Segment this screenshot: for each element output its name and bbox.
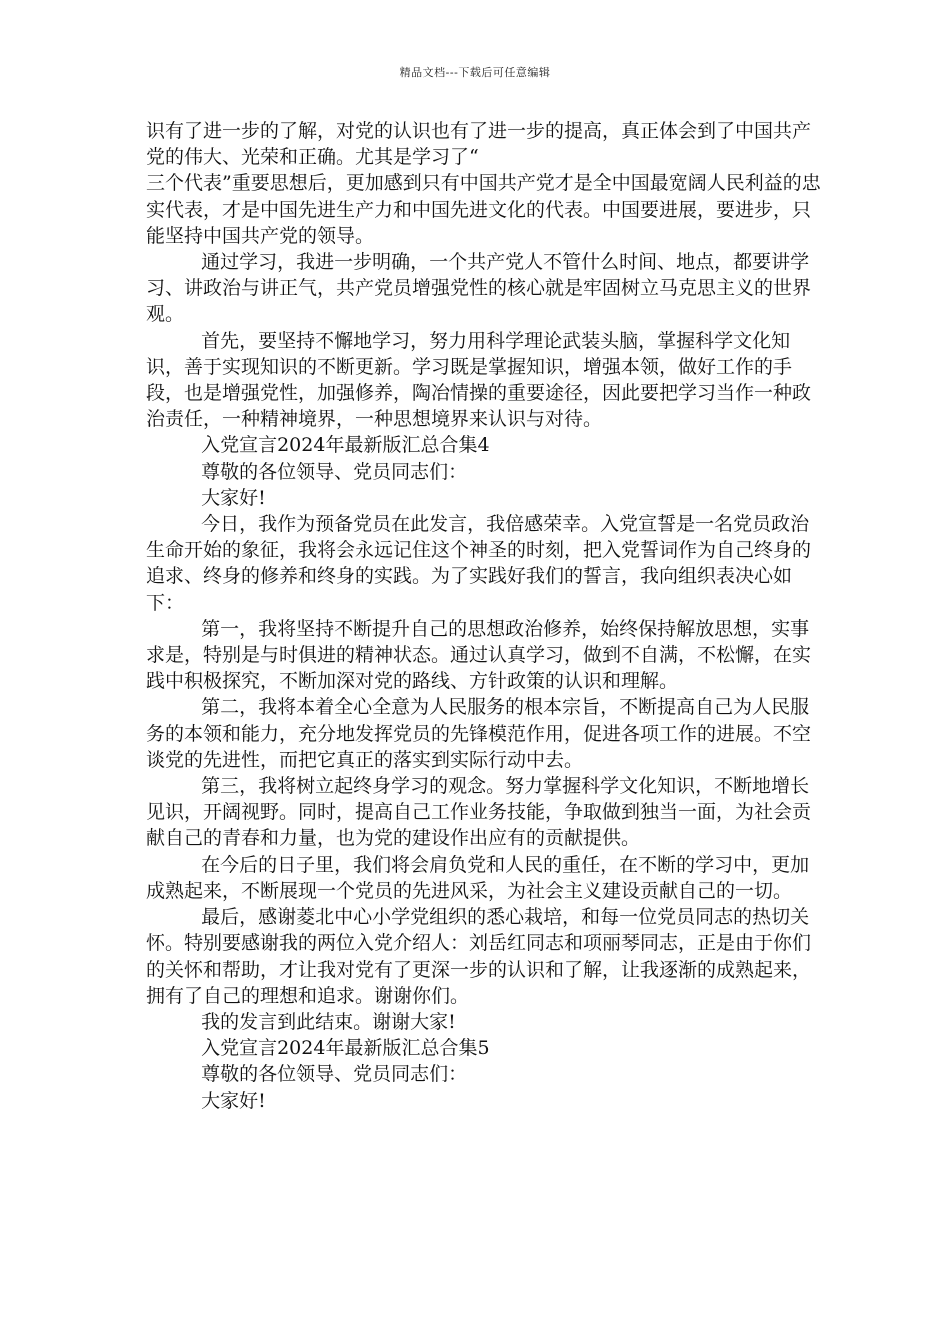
paragraph: 第一，我将坚持不断提升自己的思想政治修养，始终保持解放思想，实事求是，特别是与时俱进的精神状态。通过认真学习，做到不自满，不松懈，在实践中积极探究，不断加深对党的路线、方针政策的认识和理解。 — [146, 617, 812, 693]
document-body — [146, 118, 824, 1114]
paragraph: 第二，我将本着全心全意为人民服务的根本宗旨，不断提高自己为人民服务的本领和能力，充分地发挥党员的先锋模范作用，促进各项工作的进展。不空谈党的先进性，而把它真正的落实到实际行动中去。 — [146, 696, 812, 771]
greeting: 大家好! — [201, 486, 266, 509]
paragraph: 识有了进一步的了解，对党的认识也有了进一步的提高，真正体会到了中国共产党的伟大、光荣和正确。尤其是学习了“ 三个代表”重要思想后，更加感到只有中国共产党才是全中国最宽阔人民利益的忠实代表，才是中国先进生产力和中国先进文化的代表。中国要进展，要进步，只能坚持中国共产党的领导。 — [146, 120, 821, 247]
paragraph: 今日，我作为预备党员在此发言，我倍感荣幸。入党宣誓是一名党员政治生命开始的象征，我将会永远记住这个神圣的时刻，把入党誓词作为自己终身的追求、终身的修养和终身的实践。为了实践好我们的誓言，我向组织表决心如下： — [146, 513, 812, 614]
paragraph: 第三，我将树立起终身学习的观念。努力掌握科学文化知识，不断地增长见识，开阔视野。同时，提高自己工作业务技能，争取做到独当一面，为社会贡献自己的青春和力量，也为党的建设作出应有的贡献提供。 — [146, 775, 812, 850]
page-header: 精品文档---下载后可任意编辑 — [399, 66, 551, 79]
paragraph: 通过学习，我进一步明确，一个共产党人不管什么时间、地点，都要讲学习、讲政治与讲正气，共产党员增强党性的核心就是牢固树立马克思主义的世界观。 — [146, 251, 812, 326]
salutation: 尊敬的各位领导、党员同志们： — [201, 460, 468, 483]
greeting: 大家好! — [201, 1089, 266, 1112]
paragraph: 最后，感谢菱北中心小学党组织的悉心栽培，和每一位党员同志的热切关怀。特别要感谢我的两位入党介绍人：刘岳红同志和项丽琴同志，正是由于你们的关怀和帮助，才让我对党有了更深一步的认识和了解，让我逐渐的成熟起来，拥有了自己的理想和追求。谢谢你们。 — [146, 906, 812, 1007]
salutation: 尊敬的各位领导、党员同志们： — [201, 1063, 468, 1086]
section-heading: 入党宣言2024年最新版汇总合集5 — [201, 1037, 490, 1060]
paragraph: 首先，要坚持不懈地学习，努力用科学理论武装头脑，掌握科学文化知识，善于实现知识的不断更新。学习既是掌握知识，增强本领，做好工作的手段，也是增强党性，加强修养，陶冶情操的重要途径，因此要把学习当作一种政治责任，一种精神境界，一种思想境界来认识与对待。 — [146, 329, 812, 431]
paragraph: 在今后的日子里，我们将会肩负党和人民的重任，在不断的学习中，更加成熟起来，不断展现一个党员的先进风采，为社会主义建设贡献自己的一切。 — [146, 853, 810, 902]
section-heading: 入党宣言2024年最新版汇总合集4 — [201, 434, 490, 457]
closing-line: 我的发言到此结束。谢谢大家! — [201, 1010, 456, 1033]
